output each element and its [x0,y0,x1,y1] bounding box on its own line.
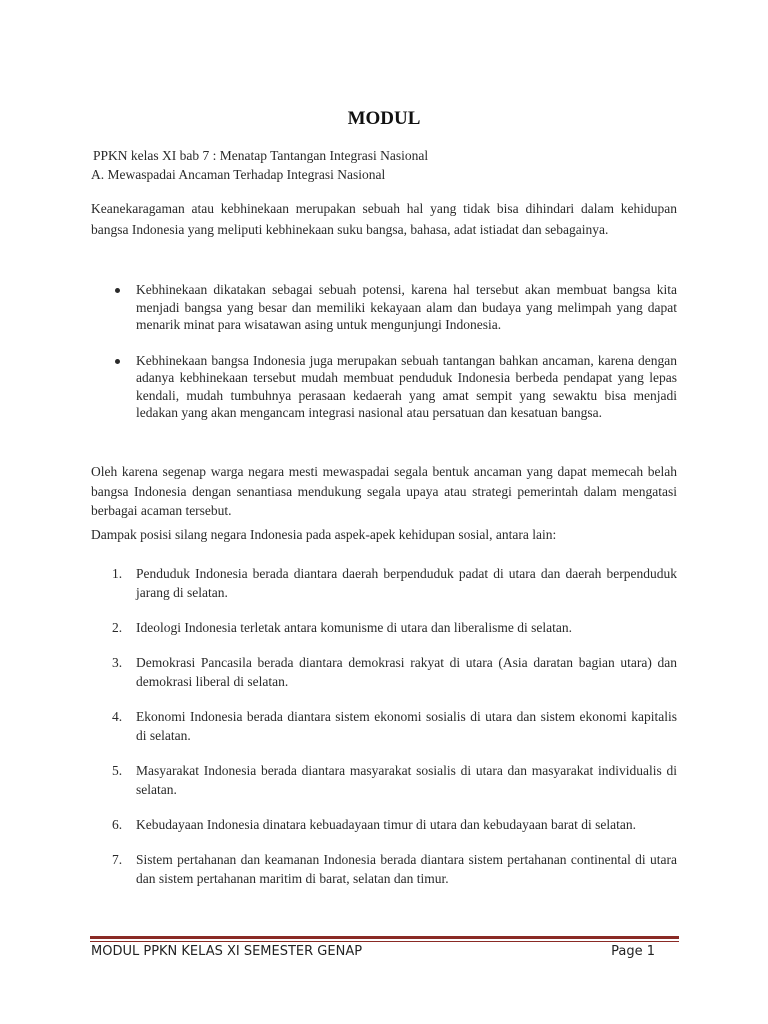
list-item-number: 4. [112,709,123,724]
list-item-number: 6. [112,817,123,832]
list-item-number: 2. [112,620,123,635]
list-item-text: Masyarakat Indonesia berada diantara masyarakat sosialis di utara dan masyarakat individualis di selatan. [136,763,677,797]
list-item-number: 5. [112,763,123,778]
list-item [91,707,677,745]
numbered-list [91,564,677,904]
bullet-text: Kebhinekaan dikatakan sebagai sebuah potensi, karena hal tersebut akan membuat bangsa kita menjadi bangsa yang besar dan memiliki kekayaan alam dan budaya yang melimpah yang dapat menarik minat para wisatawan asing untuk mengunjungi Indonesia. [136,282,677,332]
warning-paragraph: Oleh karena segenap warga negara mesti mewaspadai segala bentuk ancaman yang dapat memecah belah bangsa Indonesia dengan senantiasa mendukung segala upaya atau strategi pemerintah dalam mengatasi berbagai acaman tersebut. [91,464,677,518]
intro-paragraph: Keanekaragaman atau kebhinekaan merupakan sebuah hal yang tidak bisa dihindari dalam kehidupan bangsa Indonesia yang meliputi kebhinekaan suku bangsa, bahasa, adat istiadat dan sebagainya. [91,201,677,237]
list-item [91,850,677,888]
footer-divider-thick [90,936,679,939]
list-item-number: 1. [112,566,123,581]
list-item-text: Ekonomi Indonesia berada diantara sistem ekonomi sosialis di utara dan sistem ekonomi kapitalis di selatan. [136,709,677,743]
chapter-heading: PPKN kelas XI bab 7 : Menatap Tantangan Integrasi Nasional [93,148,429,163]
bullet-icon [115,359,120,364]
section-heading: A. Mewaspadai Ancaman Terhadap Integrasi Nasional [91,167,386,182]
list-item-text: Demokrasi Pancasila berada diantara demokrasi rakyat di utara (Asia daratan bagian utara) dan demokrasi liberal di selatan. [136,655,677,689]
footer-document-title: MODUL PPKN KELAS XI SEMESTER GENAP [91,944,363,959]
bullet-text: Kebhinekaan bangsa Indonesia juga merupakan sebuah tantangan bahkan ancaman, karena dengan adanya kebhinekaan tersebut mudah membuat penduduk Indonesia berbeda pendapat yang lepas kendali, mudah tumbuhnya perasaan kedaerah yang amat sempit yang sewaktu bisa menjadi ledakan yang akan mengancam integrasi nasional atau persatuan dan kesatuan bangsa. [136,352,677,420]
list-item [91,653,677,691]
list-item [91,618,677,637]
list-item-number: 7. [112,852,123,867]
list-item-text: Kebudayaan Indonesia dinatara kebuadayaan timur di utara dan kebudayaan barat di selatan. [136,817,637,832]
footer-divider-thin [90,941,679,942]
page-title: MODUL [347,108,421,129]
list-item-text: Ideologi Indonesia terletak antara komunisme di utara dan liberalisme di selatan. [136,620,572,635]
list-item-text: Penduduk Indonesia berada diantara daerah berpenduduk padat di utara dan daerah berpenduduk jarang di selatan. [136,566,677,600]
bullet-item [91,352,677,422]
bullet-icon [115,288,120,293]
footer-page-number: Page 1 [611,944,655,959]
impact-intro-paragraph: Dampak posisi silang negara Indonesia pada aspek-apek kehidupan sosial, antara lain: [91,527,557,542]
bullet-item [91,281,677,334]
bullet-list [91,281,677,422]
list-item [91,564,677,602]
list-item-number: 3. [112,655,123,670]
list-item [91,761,677,799]
list-item-text: Sistem pertahanan dan keamanan Indonesia berada diantara sistem pertahanan continental di utara dan sistem pertahanan maritim di barat, selatan dan timur. [136,852,677,886]
list-item [91,815,677,834]
